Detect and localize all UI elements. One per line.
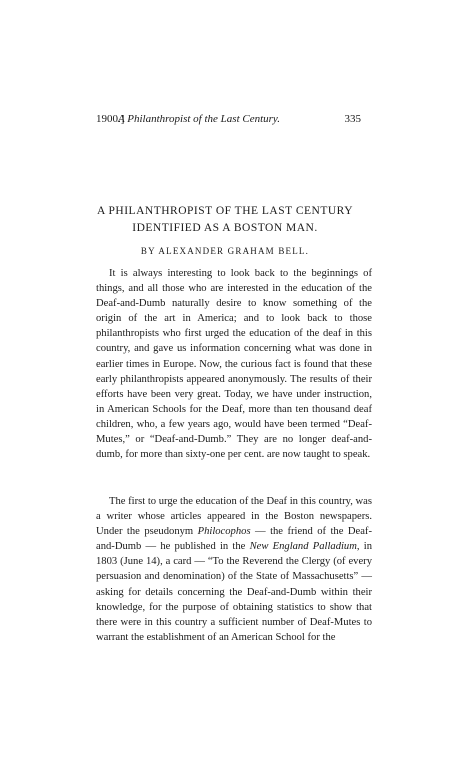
header-year: 1900.] bbox=[96, 113, 125, 125]
article-paragraph-1: It is always interesting to look back to the beginnings of things, and all those who are interested in the education of the Deaf-and-Dumb naturally desire to know something of the origin of the art in America; and to look back to those philanthropists who first urged the education of the deaf in this country, and gave us information concerning what was done in earlier times in Europe. Now, the curious fact is found that these early philanthropists appeared anonymously. The results of their efforts have been very great. Today, we have under instruction, in American Schools for the Deaf, more than ten thousand deaf children, who, a few years ago, would have been termed “Deaf-Mutes,” or “Deaf-and-Dumb.” They are no longer deaf-and-dumb, for more than sixty-one per cent. are now taught to speak. bbox=[96, 268, 372, 461]
article-title bbox=[60, 203, 390, 237]
article-title-line-1: A PHILANTHROPIST OF THE LAST CENTURY bbox=[96, 205, 353, 217]
paragraph-2-text-c: , in 1803 (June 14), a card — “To the Reverend the Clergy (of every persuasion and denomination) of the State of Massachusetts” — asking for details concerning the Deaf-and-Dumb within their knowledge, for the purpose of obtaining statistics to show that there were in this country a sufficient number of Deaf-Mutes to warrant the establishment of an American School for the bbox=[96, 541, 372, 643]
paragraph-2-text-a: The first to urge the education of the Deaf in this country, was a writer whose articles appeared in the Boston newspapers. Under the pseudonym bbox=[96, 496, 373, 538]
page-number: 335 bbox=[344, 113, 361, 125]
newspaper-name: New England Palladium bbox=[249, 541, 357, 553]
article-paragraph-2 bbox=[96, 494, 372, 645]
running-head bbox=[96, 111, 361, 127]
paragraph-2-text-b: — the friend of the Deaf-and-Dumb — he published in the bbox=[96, 526, 372, 553]
article-title-line-2: IDENTIFIED AS A BOSTON MAN. bbox=[132, 222, 318, 234]
article-byline: BY ALEXANDER GRAHAM BELL. bbox=[140, 246, 310, 256]
pseudonym-text: Philocophos bbox=[197, 526, 251, 538]
header-journal-title: A Philanthropist of the Last Century. bbox=[118, 113, 280, 125]
